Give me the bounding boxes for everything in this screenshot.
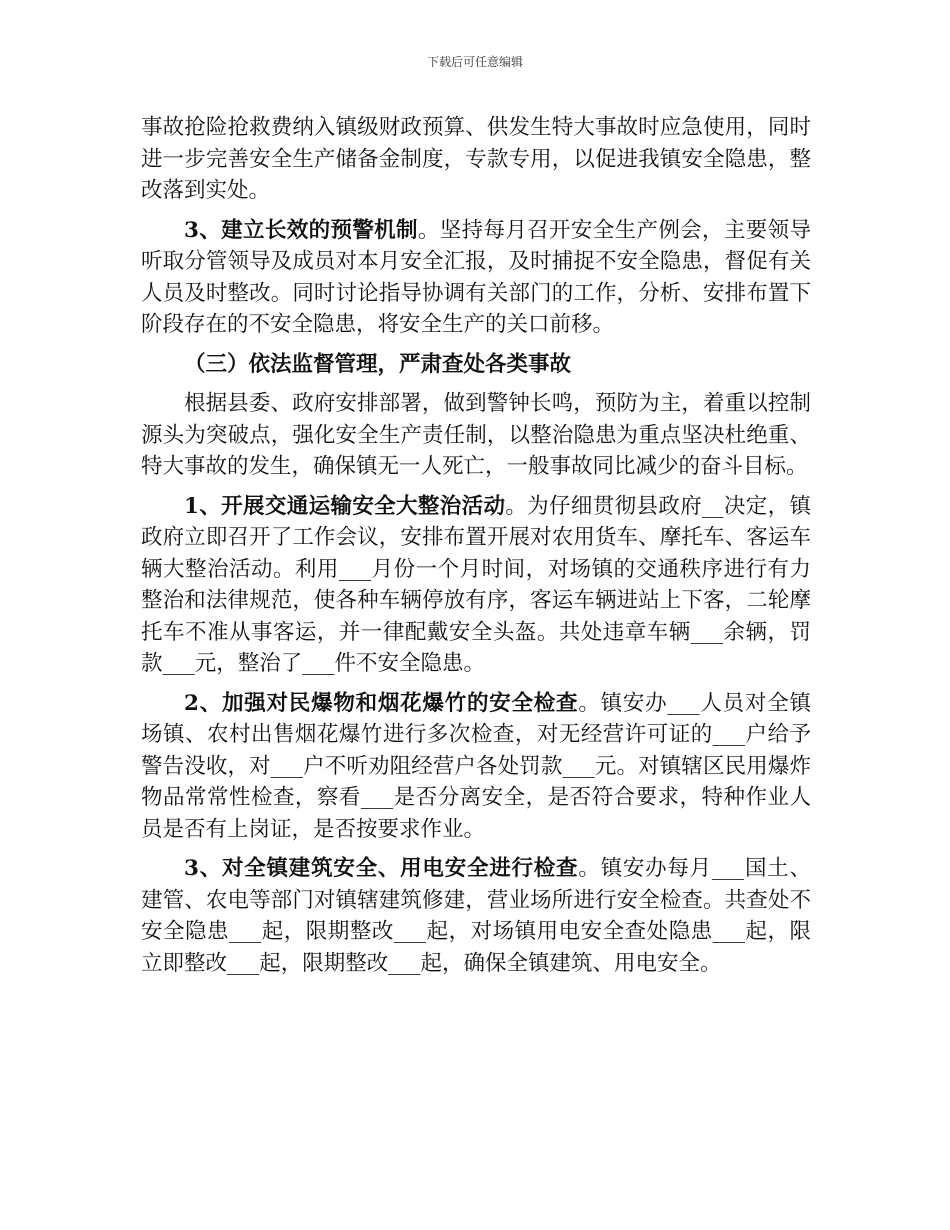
- document-body: [141, 112, 811, 979]
- paragraph-intro: 根据县委、政府安排部署，做到警钟长鸣，预防为主，着重以控制源头为突破点，强化安全生产责任制，以整治隐患为重点坚决杜绝重、特大事故的发生，确保镇无一人死亡，一般事故同比减少的奋斗目标。: [141, 391, 811, 479]
- paragraph-lead: 2、加强对民爆物和烟花爆竹的安全检查: [184, 690, 579, 716]
- paragraph-traffic: [141, 491, 811, 680]
- paragraph-lead: 3、建立长效的预警机制: [184, 217, 418, 243]
- paragraph-lead: 1、开展交通运输安全大整治活动: [184, 493, 506, 519]
- section-heading: （三）依法监督管理，严肃查处各类事故: [184, 351, 572, 377]
- paragraph-lead: 3、对全镇建筑安全、用电安全进行检查: [184, 856, 579, 881]
- paragraph-continuation: 事故抢险抢救费纳入镇级财政预算、供发生特大事故时应急使用，同时进一步完善安全生产储备金制度，专款专用，以促进我镇安全隐患，整改落到实处。: [141, 115, 811, 203]
- paragraph-warning-mechanism: [141, 215, 811, 341]
- paragraph-text: 。坚持每月召开安全生产例会，主要领导听取分管领导及成员对本月安全汇报，及时捕捉不安全隐患，督促有关人员及时整改。同时讨论指导协调有关部门的工作，分析、安排布置下阶段存在的不安全隐患，将安全生产的关口前移。: [141, 217, 811, 337]
- paragraph-text: 。镇安办___人员对全镇场镇、农村出售烟花爆竹进行多次检查，对无经营许可证的___户给予警告没收，对___户不听劝阻经营户各处罚款___元。对镇辖区民用爆炸物品常常性检查，察看___是否分离安全，是否符合要求，特种作业人员是否有上岗证，是否按要求作业。: [141, 690, 811, 842]
- paragraph-explosives: [141, 688, 811, 846]
- paragraph-text: 。镇安办每月___国土、建管、农电等部门对镇辖建筑修建，营业场所进行安全检查。共查处不安全隐患___起，限期整改___起，对场镇用电安全查处隐患___起，限立即整改___起，限期整改___起，确保全镇建筑、用电安全。: [141, 856, 811, 976]
- paragraph-text: 。为仔细贯彻县政府__决定，镇政府立即召开了工作会议，安排布置开展对农用货车、摩托车、客运车辆大整治活动。利用___月份一个月时间，对场镇的交通秩序进行有力整治和法律规范，使各种车辆停放有序，客运车辆进站上下客，二轮摩托车不准从事客运，并一律配戴安全头盔。共处违章车辆___余辆，罚款___元，整治了___件不安全隐患。: [141, 493, 811, 676]
- paragraph-construction: [141, 853, 811, 979]
- page-header: 下载后可任意编辑: [426, 55, 523, 69]
